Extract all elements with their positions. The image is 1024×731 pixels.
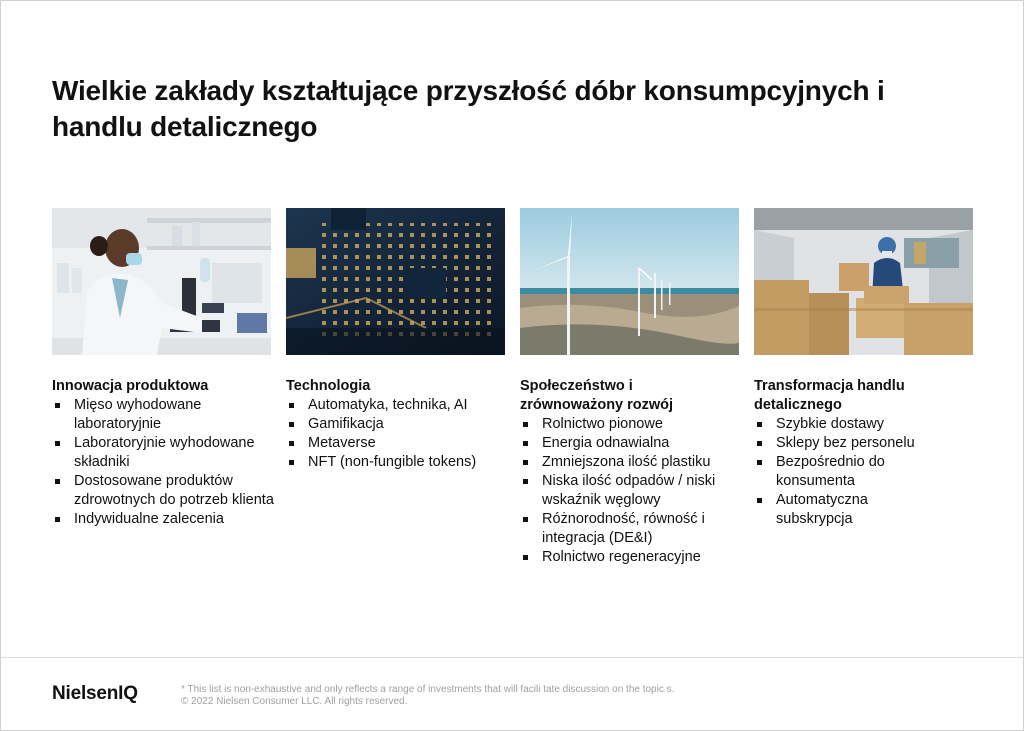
list-item: Rolnictwo regeneracyjne [520,548,745,567]
list-item: Dostosowane produktów zdrowotnych do potrzeb klienta [52,472,277,510]
wind-turbines-photo [520,208,739,355]
list-item: Indywidualne zalecenia [52,510,277,529]
column-technology [286,377,511,472]
footer-disclaimer [181,684,674,708]
nielseniq-logo: NielsenIQ [52,683,138,704]
list-item: Niska ilość odpadów / niski wskaźnik węglowy [520,472,745,510]
slide-title: Wielkie zakłady kształtujące przyszłość dóbr konsumpcyjnych i handlu detalicznego [52,75,885,142]
column-title: Innowacja produktowa [52,378,209,394]
column-title: Technologia [286,378,371,394]
bullet-list [52,396,277,529]
list-item: NFT (non-fungible tokens) [286,453,511,472]
column-retail-transformation [754,377,979,529]
bullet-list [520,415,745,567]
column-title: Społeczeństwo i zrównoważony rozwój [520,378,674,413]
list-item: Automatyczna subskrypcja [754,491,926,529]
column-product-innovation [52,377,277,529]
list-item: Metaverse [286,434,511,453]
list-item: Rolnictwo pionowe [520,415,745,434]
column-title: Transformacja handlu detalicznego [754,378,905,413]
column-society-sustainability [520,377,745,567]
footer-copyright: © 2022 Nielsen Consumer LLC. All rights reserved. [181,696,408,707]
list-item: Różnorodność, równość i integracja (DE&I) [520,510,745,548]
bullet-list [286,396,511,472]
list-item: Sklepy bez personelu [754,434,979,453]
list-item: Zmniejszona ilość plastiku [520,453,745,472]
circuit-board-photo [286,208,505,355]
list-item: Mięso wyhodowane laboratoryjnie [52,396,277,434]
list-item: Energia odnawialna [520,434,745,453]
list-item: Gamifikacja [286,415,511,434]
delivery-van-photo [754,208,973,355]
footer-divider [1,657,1023,658]
laboratory-scientist-photo [52,208,271,355]
list-item: Automatyka, technika, AI [286,396,511,415]
list-item: Laboratoryjnie wyhodowane składniki [52,434,277,472]
bullet-list [754,415,979,529]
list-item: Bezpośrednio do konsumenta [754,453,926,491]
list-item: Szybkie dostawy [754,415,979,434]
footer-note: * This list is non-exhaustive and only reflects a range of investments that will facili tate discussion on the topic s. [181,684,675,695]
